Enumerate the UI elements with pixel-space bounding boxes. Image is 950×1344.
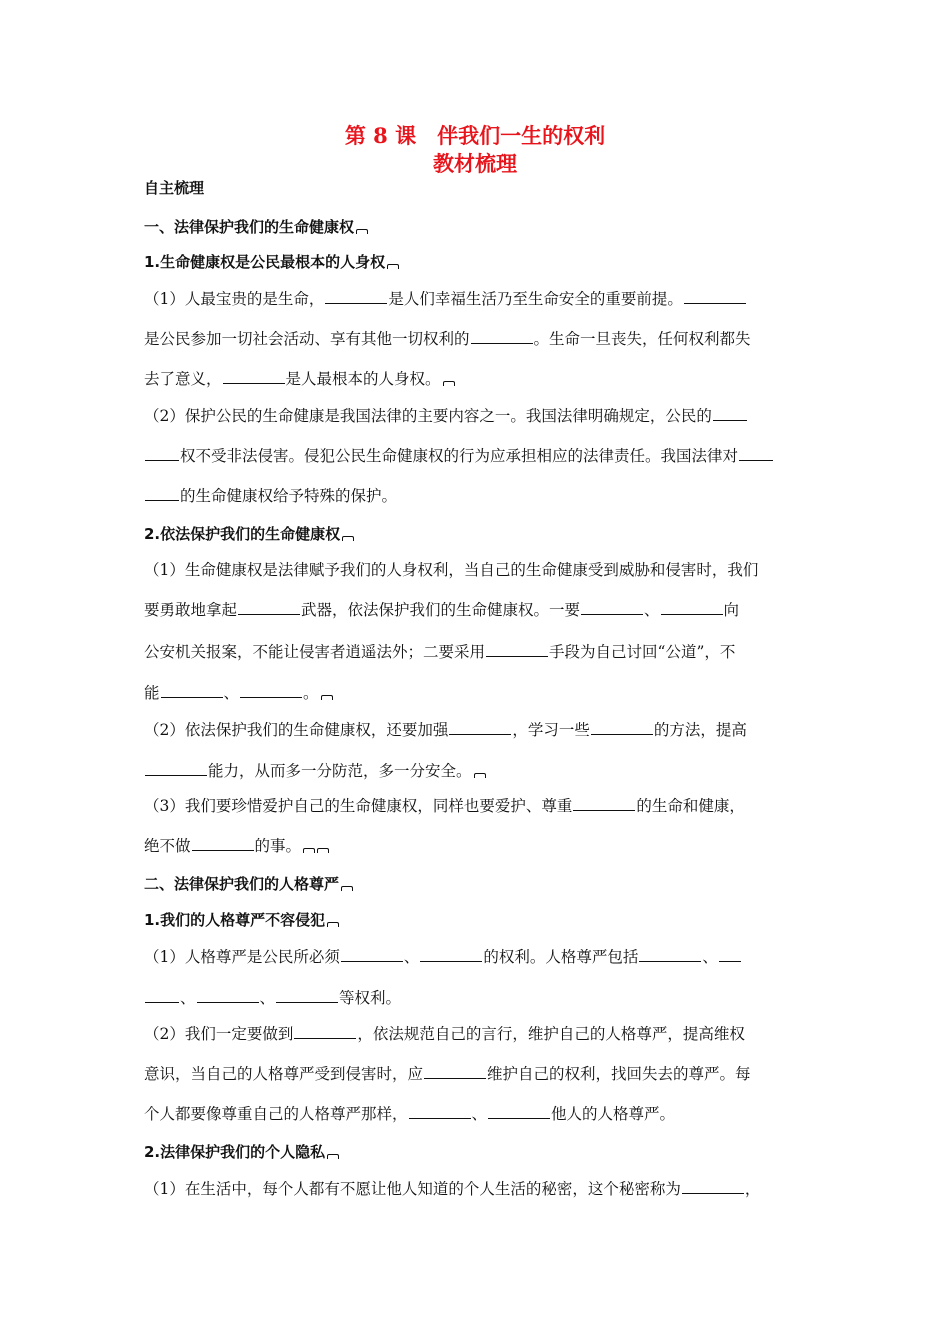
answer-blank[interactable]	[197, 988, 259, 1003]
paragraph-line: （1）人格尊严是公民所必须 、 的权利。人格尊严包括 、	[144, 945, 814, 967]
answer-blank[interactable]	[145, 486, 179, 501]
paragraph-line: （1）在生活中，每个人都有不愿让他人知道的个人生活的秘密，这个秘密称为 ，	[144, 1180, 761, 1198]
mark-icon	[341, 886, 353, 891]
answer-blank[interactable]	[684, 289, 746, 304]
mark-icon	[317, 848, 329, 853]
paragraph-line: （2）我们一定要做到 ，依法规范自己的言行，维护自己的人格尊严，提高维权	[144, 1025, 745, 1043]
answer-blank[interactable]	[238, 600, 300, 615]
subsection-1-1-heading: 1.生命健康权是公民最根本的人身权	[144, 251, 814, 272]
mark-icon	[327, 1154, 339, 1159]
answer-blank[interactable]	[719, 947, 741, 962]
paragraph-line: 是公民参加一切社会活动、享有其他一切权利的 。生命一旦丧失，任何权利都失	[144, 330, 751, 348]
paragraph-line: （3）我们要珍惜爱护自己的生命健康权，同样也要爱护、尊重 的生命和健康，	[144, 797, 745, 815]
answer-blank[interactable]	[276, 988, 338, 1003]
answer-blank[interactable]	[488, 1104, 550, 1119]
answer-blank[interactable]	[424, 1064, 486, 1079]
mark-icon	[474, 773, 486, 778]
answer-blank[interactable]	[639, 947, 701, 962]
title-block	[0, 122, 950, 178]
answer-blank[interactable]	[581, 600, 643, 615]
subsection-2-2-heading: 2.法律保护我们的个人隐私	[144, 1141, 814, 1162]
paragraph-line: 、 、 等权利。	[144, 986, 814, 1008]
answer-blank[interactable]	[486, 642, 548, 657]
paragraph-line: 个人都要像尊重自己的人格尊严那样， 、 他人的人格尊严。	[144, 1105, 676, 1123]
answer-blank[interactable]	[145, 761, 207, 776]
paragraph-line: 去了意义， 是人最根本的人身权。	[144, 367, 814, 389]
mark-icon	[303, 848, 315, 853]
mark-icon	[342, 536, 354, 541]
answer-blank[interactable]	[192, 836, 254, 851]
answer-blank[interactable]	[661, 600, 723, 615]
answer-blank[interactable]	[449, 720, 511, 735]
section-2-heading: 二、法律保护我们的人格尊严	[144, 873, 814, 894]
answer-blank[interactable]	[682, 1179, 744, 1194]
mark-icon	[443, 381, 455, 386]
lesson-title: 第 8 课 伴我们一生的权利	[344, 123, 606, 148]
answer-blank[interactable]	[325, 289, 387, 304]
subsection-1-2-heading: 2.依法保护我们的生命健康权	[144, 523, 814, 544]
section-1-heading: 一、法律保护我们的生命健康权	[144, 216, 814, 237]
answer-blank[interactable]	[145, 988, 179, 1003]
paragraph-line: 权不受非法侵害。侵犯公民生命健康权的行为应承担相应的法律责任。我国法律对	[144, 444, 814, 466]
answer-blank[interactable]	[409, 1104, 471, 1119]
paragraph-line: 绝不做 的事。	[144, 834, 814, 856]
subsection-2-1-heading: 1.我们的人格尊严不容侵犯	[144, 909, 814, 930]
mark-icon	[327, 922, 339, 927]
paragraph-line: （1）人最宝贵的是生命， 是人们幸福生活乃至生命安全的重要前提。	[144, 287, 814, 309]
paragraph-line: 公安机关报案，不能让侵害者逍遥法外；二要采用 手段为自己讨回“公道”，不	[144, 643, 736, 661]
answer-blank[interactable]	[591, 720, 653, 735]
paragraph-line: （1）生命健康权是法律赋予我们的人身权利，当自己的生命健康受到威胁和侵害时，我们	[144, 561, 759, 579]
paragraph-line: 意识，当自己的人格尊严受到侵害时，应 维护自己的权利，找回失去的尊严。每	[144, 1065, 751, 1083]
paragraph-line: 的生命健康权给予特殊的保护。	[144, 484, 814, 506]
answer-blank[interactable]	[420, 947, 482, 962]
lesson-subtitle: 教材梳理	[433, 151, 517, 176]
answer-blank[interactable]	[471, 329, 533, 344]
paragraph-line: （2）依法保护我们的生命健康权，还要加强 ，学习一些 的方法，提高	[144, 721, 747, 739]
paragraph-line: 能 、 。	[144, 681, 814, 703]
section-label: 自主梳理	[144, 179, 205, 197]
answer-blank[interactable]	[161, 683, 223, 698]
paragraph-line: 要勇敢地拿起 武器，依法保护我们的生命健康权。一要 、 向	[144, 601, 740, 619]
paragraph-line: （2）保护公民的生命健康是我国法律的主要内容之一。我国法律明确规定，公民的	[144, 404, 814, 426]
mark-icon	[321, 695, 333, 700]
answer-blank[interactable]	[294, 1024, 356, 1039]
answer-blank[interactable]	[573, 796, 635, 811]
paragraph-line: 能力，从而多一分防范，多一分安全。	[144, 759, 814, 781]
answer-blank[interactable]	[713, 406, 747, 421]
mark-icon	[356, 229, 368, 234]
answer-blank[interactable]	[145, 446, 179, 461]
answer-blank[interactable]	[240, 683, 302, 698]
mark-icon	[387, 264, 399, 269]
answer-blank[interactable]	[341, 947, 403, 962]
answer-blank[interactable]	[223, 369, 285, 384]
answer-blank[interactable]	[739, 446, 773, 461]
